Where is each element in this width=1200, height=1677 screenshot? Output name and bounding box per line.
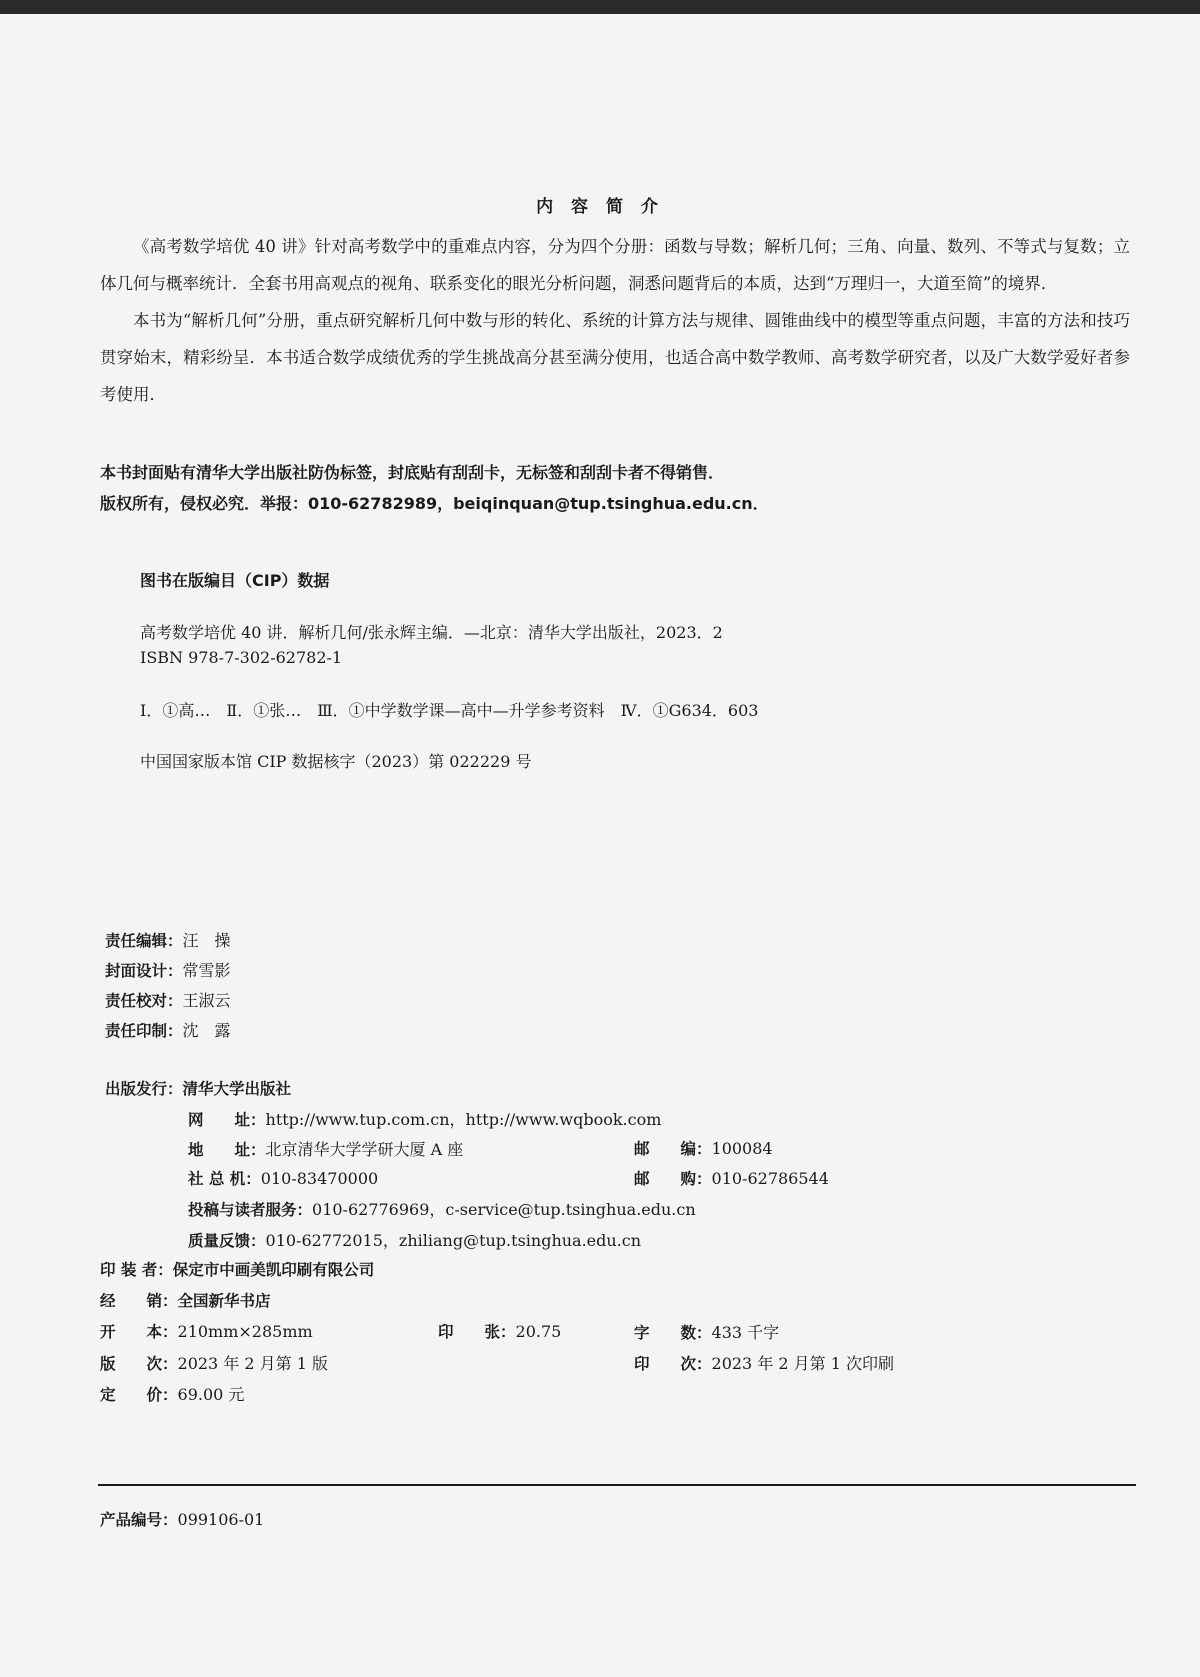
publisher: 出版发行：清华大学出版社 xyxy=(105,1080,292,1098)
format-size: 开 本：210mm×285mm xyxy=(100,1322,313,1341)
printing: 印 次：2023 年 2 月第 1 次印刷 xyxy=(634,1354,895,1373)
printed-sheets: 印 张：20.75 xyxy=(438,1322,562,1341)
publisher-mail-order: 邮 购：010-62786544 xyxy=(634,1169,829,1188)
print-supervisor: 责任印制：沈 露 xyxy=(105,1021,231,1040)
publisher-website: 网 址：http://www.tup.com.cn，http://www.wqbook.com xyxy=(188,1110,662,1129)
proofreader: 责任校对：王淑云 xyxy=(105,991,231,1010)
reader-service: 投稿与读者服务：010-62776969，c-service@tup.tsinghua.edu.cn xyxy=(188,1200,696,1219)
intro-paragraph-2: 本书为“解析几何”分册，重点研究解析几何中数与形的转化、系统的计算方法与规律、圆锥曲线中的模型等重点问题，丰富的方法和技巧贯穿始末，精彩纷呈．本书适合数学成绩优秀的学生挑战高分甚至满分使用，也适合高中数学教师、高考数学研究者，以及广大数学爱好者参考使用． xyxy=(100,311,1130,404)
copyright-notice: 版权所有，侵权必究．举报：010-62782989，beiqinquan@tup.tsinghua.edu.cn． xyxy=(100,494,769,513)
product-code: 产品编号：099106-01 xyxy=(100,1510,265,1529)
publisher-zipcode: 邮 编：100084 xyxy=(634,1139,773,1158)
responsible-editor: 责任编辑：汪 操 xyxy=(105,931,231,950)
word-count: 字 数：433 千字 xyxy=(634,1323,780,1342)
publisher-address: 地 址：北京清华大学学研大厦 A 座 xyxy=(188,1140,464,1159)
page-title: 内 容 简 介 xyxy=(536,197,664,217)
printer: 印 装 者：保定市中画美凯印刷有限公司 xyxy=(100,1261,375,1279)
cip-title-line: 高考数学培优 40 讲．解析几何/张永辉主编．—北京：清华大学出版社，2023．2 xyxy=(140,623,723,642)
cip-classification: Ⅰ．①高… Ⅱ．①张… Ⅲ．①中学数学课—高中—升学参考资料 Ⅳ．①G634．603 xyxy=(140,701,759,720)
scan-top-edge xyxy=(0,0,1200,14)
price: 定 价：69.00 元 xyxy=(100,1385,245,1404)
anti-counterfeit-notice: 本书封面贴有清华大学出版社防伪标签，封底贴有刮刮卡，无标签和刮刮卡者不得销售． xyxy=(100,463,725,482)
publisher-phone: 社 总 机：010-83470000 xyxy=(188,1169,379,1188)
edition: 版 次：2023 年 2 月第 1 版 xyxy=(100,1354,329,1373)
divider-rule xyxy=(98,1484,1136,1486)
quality-feedback: 质量反馈：010-62772015，zhiliang@tup.tsinghua.edu.cn xyxy=(188,1231,642,1250)
intro-paragraph-1: 《高考数学培优 40 讲》针对高考数学中的重难点内容，分为四个分册：函数与导数；解析几何；三角、向量、数列、不等式与复数；立体几何与概率统计．全套书用高观点的视角、联系变化的眼光分析问题，洞悉问题背后的本质，达到“万理归一，大道至简”的境界． xyxy=(100,237,1130,293)
cip-heading: 图书在版编目（CIP）数据 xyxy=(140,571,330,590)
cip-isbn: ISBN 978-7-302-62782-1 xyxy=(140,648,343,667)
cip-verification: 中国国家版本馆 CIP 数据核字（2023）第 022229 号 xyxy=(140,752,532,771)
cover-designer: 封面设计：常雪影 xyxy=(105,961,231,980)
distributor: 经 销：全国新华书店 xyxy=(100,1292,271,1310)
